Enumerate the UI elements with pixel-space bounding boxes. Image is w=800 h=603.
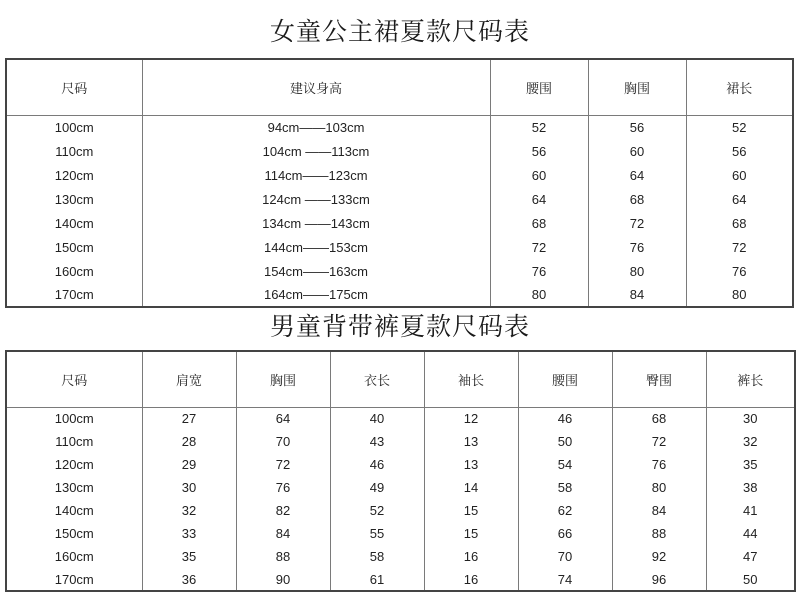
table-cell: 72	[612, 430, 706, 453]
table-header-row	[6, 351, 795, 407]
table-cell: 50	[706, 568, 795, 591]
table-cell: 32	[142, 499, 236, 522]
table-cell: 50	[518, 430, 612, 453]
table-row	[6, 211, 793, 235]
table-cell: 44	[706, 522, 795, 545]
table-cell: 54	[518, 453, 612, 476]
table-cell: 35	[706, 453, 795, 476]
table-cell: 72	[686, 235, 793, 259]
table-cell: 46	[518, 407, 612, 430]
table-cell: 55	[330, 522, 424, 545]
table-cell: 82	[236, 499, 330, 522]
table-cell: 52	[330, 499, 424, 522]
table-cell: 96	[612, 568, 706, 591]
table-cell: 15	[424, 522, 518, 545]
table-cell: 76	[490, 259, 588, 283]
header-top-length: 衣长	[330, 351, 424, 407]
table-cell: 144cm——153cm	[142, 235, 490, 259]
table-cell: 68	[490, 211, 588, 235]
table-cell: 154cm——163cm	[142, 259, 490, 283]
table-cell: 28	[142, 430, 236, 453]
table-cell: 76	[236, 476, 330, 499]
table-cell: 88	[612, 522, 706, 545]
table-cell: 30	[142, 476, 236, 499]
table-cell: 88	[236, 545, 330, 568]
table-cell: 13	[424, 430, 518, 453]
table-cell: 72	[236, 453, 330, 476]
table-cell: 40	[330, 407, 424, 430]
boys-size-table	[5, 350, 796, 592]
table-cell: 68	[612, 407, 706, 430]
table-cell: 32	[706, 430, 795, 453]
table-cell: 58	[518, 476, 612, 499]
table-cell: 150cm	[6, 522, 142, 545]
table-cell: 80	[612, 476, 706, 499]
table-cell: 170cm	[6, 568, 142, 591]
table-row	[6, 115, 793, 139]
table-cell: 46	[330, 453, 424, 476]
table-cell: 43	[330, 430, 424, 453]
header-hip: 臀围	[612, 351, 706, 407]
header-shoulder-width: 肩宽	[142, 351, 236, 407]
table-cell: 49	[330, 476, 424, 499]
table-row	[6, 568, 795, 591]
header-waist: 腰围	[518, 351, 612, 407]
table-cell: 170cm	[6, 283, 142, 307]
table-cell: 76	[686, 259, 793, 283]
table-cell: 120cm	[6, 453, 142, 476]
table-row	[6, 407, 795, 430]
table-row	[6, 453, 795, 476]
table-cell: 100cm	[6, 407, 142, 430]
table-cell: 61	[330, 568, 424, 591]
table-cell: 14	[424, 476, 518, 499]
table-cell: 76	[612, 453, 706, 476]
table-cell: 30	[706, 407, 795, 430]
table-row	[6, 522, 795, 545]
table-row	[6, 545, 795, 568]
table-cell: 150cm	[6, 235, 142, 259]
table-cell: 56	[588, 115, 686, 139]
header-skirt-length: 裙长	[686, 59, 793, 115]
header-pants-length: 裤长	[706, 351, 795, 407]
header-chest: 胸围	[236, 351, 330, 407]
table-cell: 80	[490, 283, 588, 307]
table-cell: 160cm	[6, 259, 142, 283]
table-row	[6, 235, 793, 259]
table-cell: 16	[424, 568, 518, 591]
table-row	[6, 499, 795, 522]
table-cell: 104cm ——113cm	[142, 139, 490, 163]
table-cell: 124cm ——133cm	[142, 187, 490, 211]
table-cell: 64	[236, 407, 330, 430]
header-sleeve-length: 袖长	[424, 351, 518, 407]
table-cell: 164cm——175cm	[142, 283, 490, 307]
table-cell: 27	[142, 407, 236, 430]
table-cell: 68	[686, 211, 793, 235]
header-size: 尺码	[6, 351, 142, 407]
table-cell: 72	[490, 235, 588, 259]
table-cell: 35	[142, 545, 236, 568]
table-cell: 64	[686, 187, 793, 211]
table-cell: 160cm	[6, 545, 142, 568]
table-cell: 41	[706, 499, 795, 522]
table-cell: 29	[142, 453, 236, 476]
table-cell: 33	[142, 522, 236, 545]
table-cell: 134cm ——143cm	[142, 211, 490, 235]
table-row	[6, 476, 795, 499]
table-cell: 58	[330, 545, 424, 568]
girls-size-chart-title: 女童公主裙夏款尺码表	[269, 17, 530, 46]
header-size: 尺码	[6, 59, 142, 115]
table-cell: 66	[518, 522, 612, 545]
table-cell: 13	[424, 453, 518, 476]
table-row	[6, 163, 793, 187]
table-cell: 62	[518, 499, 612, 522]
table-cell: 84	[612, 499, 706, 522]
table-cell: 92	[612, 545, 706, 568]
table-cell: 38	[706, 476, 795, 499]
header-suggested-height: 建议身高	[142, 59, 490, 115]
table-cell: 100cm	[6, 115, 142, 139]
table-header-row	[6, 59, 793, 115]
table-cell: 130cm	[6, 476, 142, 499]
table-cell: 84	[588, 283, 686, 307]
table-cell: 47	[706, 545, 795, 568]
table-cell: 52	[490, 115, 588, 139]
table-cell: 60	[490, 163, 588, 187]
table-cell: 80	[588, 259, 686, 283]
table-cell: 16	[424, 545, 518, 568]
table-cell: 114cm——123cm	[142, 163, 490, 187]
table-row	[6, 430, 795, 453]
table-cell: 64	[588, 163, 686, 187]
table-row	[6, 259, 793, 283]
table-cell: 36	[142, 568, 236, 591]
table-cell: 72	[588, 211, 686, 235]
table-cell: 60	[686, 163, 793, 187]
table-cell: 90	[236, 568, 330, 591]
table-cell: 60	[588, 139, 686, 163]
table-cell: 130cm	[6, 187, 142, 211]
table-cell: 70	[236, 430, 330, 453]
table-cell: 140cm	[6, 499, 142, 522]
table-cell: 84	[236, 522, 330, 545]
table-cell: 94cm——103cm	[142, 115, 490, 139]
header-waist: 腰围	[490, 59, 588, 115]
table-cell: 15	[424, 499, 518, 522]
table-cell: 120cm	[6, 163, 142, 187]
girls-size-table	[5, 58, 794, 308]
table-cell: 56	[490, 139, 588, 163]
boys-size-chart-title: 男童背带裤夏款尺码表	[269, 312, 530, 341]
table-cell: 12	[424, 407, 518, 430]
table-cell: 52	[686, 115, 793, 139]
header-chest: 胸围	[588, 59, 686, 115]
table-cell: 110cm	[6, 139, 142, 163]
table-cell: 64	[490, 187, 588, 211]
table-cell: 76	[588, 235, 686, 259]
table-cell: 74	[518, 568, 612, 591]
table-row	[6, 283, 793, 307]
table-row	[6, 187, 793, 211]
table-cell: 110cm	[6, 430, 142, 453]
table-row	[6, 139, 793, 163]
table-cell: 56	[686, 139, 793, 163]
table-cell: 70	[518, 545, 612, 568]
table-cell: 140cm	[6, 211, 142, 235]
table-cell: 68	[588, 187, 686, 211]
table-cell: 80	[686, 283, 793, 307]
